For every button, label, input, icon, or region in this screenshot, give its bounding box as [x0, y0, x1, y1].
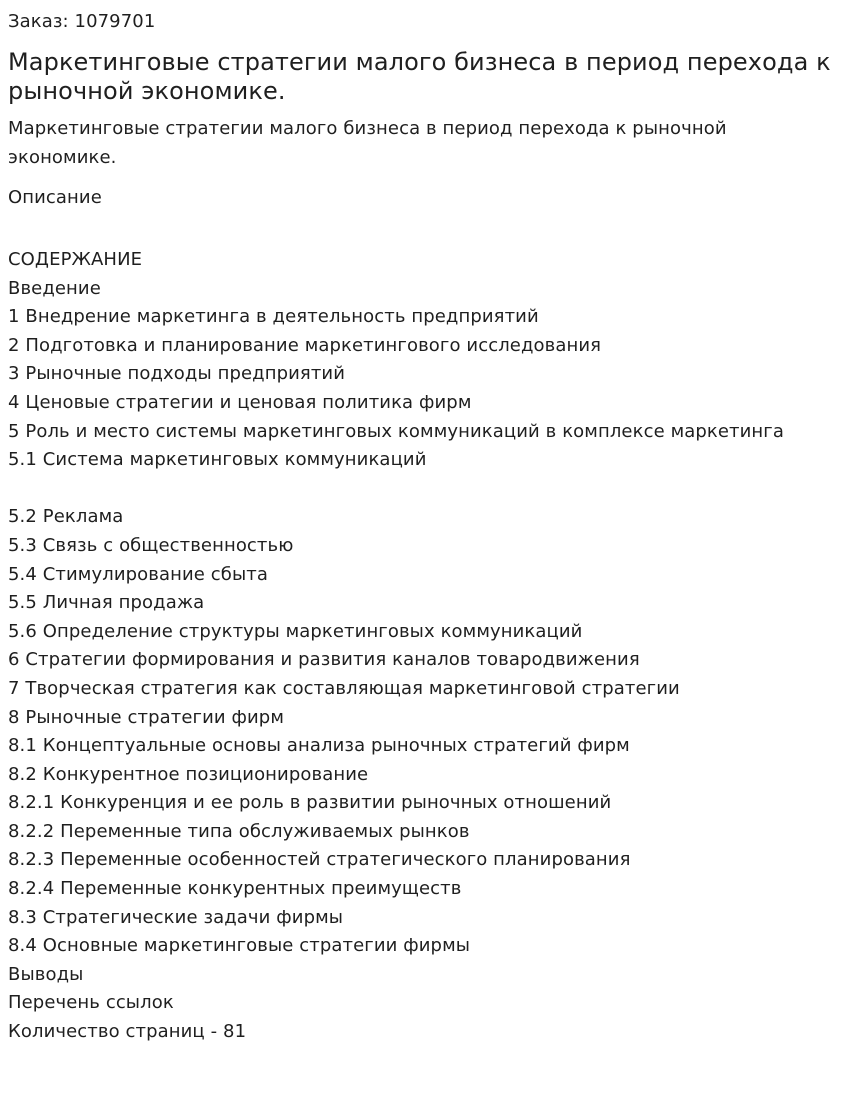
- toc-item: Перечень ссылок: [8, 992, 174, 1014]
- page-subtitle: Маркетинговые стратегии малого бизнеса в период перехода к рыночной экономике.: [8, 118, 727, 168]
- toc-item: 8.2.4 Переменные конкурентных преимуществ: [8, 878, 462, 900]
- toc-item: 5 Роль и место системы маркетинговых коммуникаций в комплексе маркетинга: [8, 420, 784, 442]
- toc-item: 8.4 Основные маркетинговые стратегии фирмы: [8, 935, 471, 957]
- toc-heading: СОДЕРЖАНИЕ: [8, 249, 143, 270]
- description-label: Описание: [8, 187, 102, 208]
- page-title: Маркетинговые стратегии малого бизнеса в период перехода к рыночной экономике.: [8, 48, 831, 105]
- toc-item: 5.4 Стимулирование сбыта: [8, 563, 268, 585]
- toc-item: 5.3 Связь с общественностью: [8, 534, 294, 556]
- toc-item: Выводы: [8, 963, 84, 985]
- toc-item: 5.5 Личная продажа: [8, 592, 205, 614]
- toc-item: 5.6 Определение структуры маркетинговых коммуникаций: [8, 620, 583, 642]
- toc-item: 8 Рыночные стратегии фирм: [8, 706, 284, 728]
- toc-item: 4 Ценовые стратегии и ценовая политика фирм: [8, 391, 472, 413]
- toc-item: 8.1 Концептуальные основы анализа рыночных стратегий фирм: [8, 735, 630, 757]
- table-of-contents: [8, 246, 839, 1047]
- toc-item: 8.2.1 Конкуренция и ее роль в развитии рыночных отношений: [8, 792, 612, 814]
- toc-item: 5.2 Реклама: [8, 506, 124, 528]
- toc-item: 5.1 Система маркетинговых коммуникаций: [8, 449, 427, 471]
- toc-item: 8.2 Конкурентное позиционирование: [8, 763, 369, 785]
- toc-item: 8.3 Стратегические задачи фирмы: [8, 906, 344, 928]
- toc-item: 3 Рыночные подходы предприятий: [8, 363, 346, 385]
- toc-item: 2 Подготовка и планирование маркетингового исследования: [8, 334, 602, 356]
- order-number: Заказ: 1079701: [8, 11, 156, 32]
- toc-spacer: [8, 475, 839, 504]
- toc-item: 7 Творческая стратегия как составляющая маркетинговой стратегии: [8, 677, 680, 699]
- toc-item: 6 Стратегии формирования и развития каналов товародвижения: [8, 649, 640, 671]
- toc-item: 1 Внедрение маркетинга в деятельность предприятий: [8, 306, 539, 328]
- page-count: Количество страниц - 81: [8, 1021, 247, 1043]
- toc-item: Введение: [8, 277, 101, 299]
- toc-item: 8.2.2 Переменные типа обслуживаемых рынков: [8, 820, 470, 842]
- toc-item: 8.2.3 Переменные особенностей стратегического планирования: [8, 849, 631, 871]
